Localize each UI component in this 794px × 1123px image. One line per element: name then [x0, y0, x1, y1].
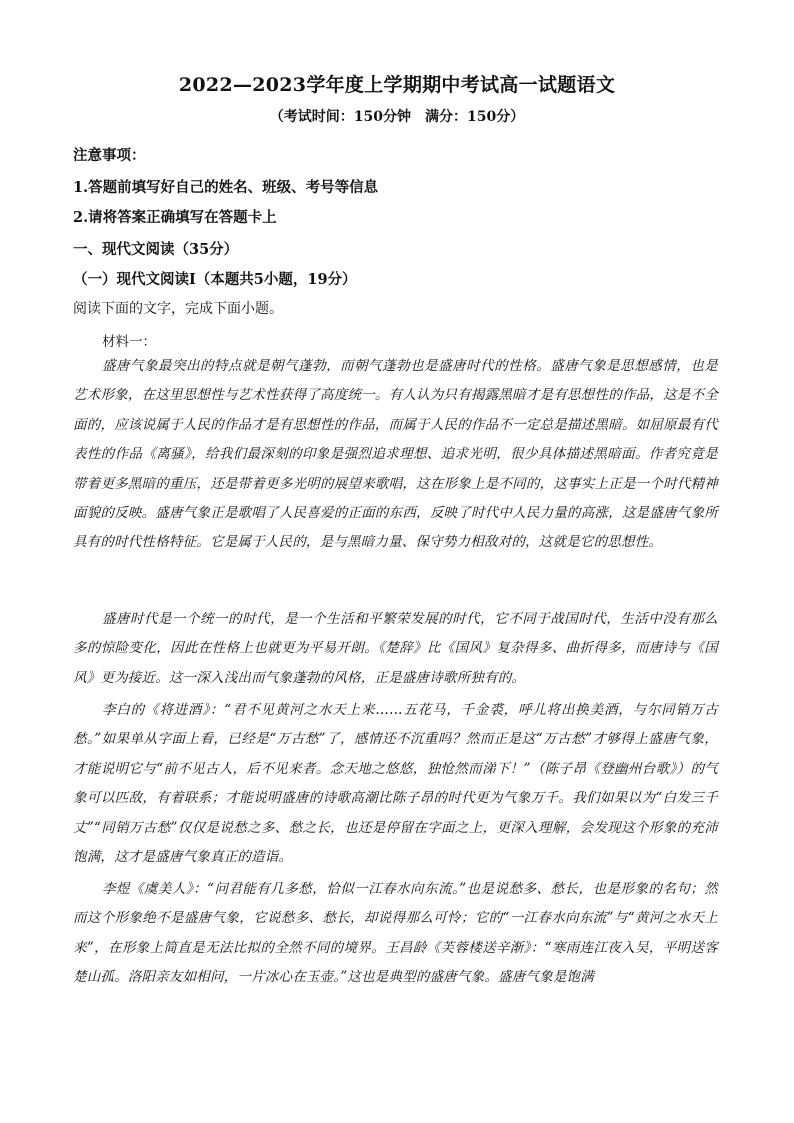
notice-heading: 注意事项：: [73, 147, 146, 164]
exam-subtitle: （考试时间：150分钟 满分：150分）: [269, 109, 525, 125]
section-subheading: （一）现代文阅读Ⅰ（本题共5小题，19分）: [73, 271, 357, 288]
material-paragraph: 李煜《虞美人》：“问君能有几多愁，恰似一江春水向东流。”也是说愁多、愁长，也是形象的名句；然而这个形象绝不是盛唐气象，它说愁多、愁长，却说得那么可怜；它的“一江春水向东流”与“黄河之水天上来”，在形象上简直是无法比拟的全然不同的境界。王昌龄《芙蓉楼送辛渐》：“寒雨连江夜入吴，平明送客楚山孤。洛阳亲友如相问，一片冰心在玉壶。”这也是典型的盛唐气象。盛唐气象是饱满: [73, 881, 718, 986]
material-label: 材料一：: [102, 334, 156, 350]
material-paragraph: 李白的《将进酒》：“君不见黄河之水天上来……五花马，千金裘，呼儿将出换美酒，与尔同销万古愁。”如果单从字面上看，已经是“万古愁”了，感情还不沉重吗？然而正是这“万古愁”才够得上盛唐气象，才能说明它与“前不见古人，后不见来者。念天地之悠悠，独怆然而涕下！”（陈子昂《登幽州台歌》）的气象可以匹敌，有着联系；才能说明盛唐的诗歌高潮比陈子昂的时代更为气象万千。我们如果以为“白发三千丈”“同销万古愁”仅仅是说愁之多、愁之长，也还是停留在字面之上，更深入理解，会发现这个形象的充沛饱满，这才是盛唐气象真正的造诣。: [73, 702, 718, 866]
notice-item: 2.请将答案正确填写在答题卡上: [73, 209, 277, 226]
section-instruction: 阅读下面的文字，完成下面小题。: [73, 301, 283, 317]
material-paragraph: 盛唐气象最突出的特点就是朝气蓬勃，而朝气蓬勃也是盛唐时代的性格。盛唐气象是思想感情，也是艺术形象，在这里思想性与艺术性获得了高度统一。有人认为只有揭露黑暗才是有思想性的作品，这是不全面的，应该说属于人民的作品才是有思想性的作品，而属于人民的作品不一定总是描述黑暗。如屈原最有代表性的作品《离骚》，给我们最深刻的印象是强烈追求理想、追求光明，很少具体描述黑暗面。作者究竟是带着更多黑暗的重压，还是带着更多光明的展望来歌唱，这在形象上是不同的，这事实上正是一个时代精神面貌的反映。盛唐气象正是歌唱了人民喜爱的正面的东西，反映了时代中人民力量的高涨，这是盛唐气象所具有的时代性格特征。它是属于人民的，是与黑暗力量、保守势力相敌对的，这就是它的思想性。: [73, 358, 718, 551]
notice-item: 1.答题前填写好自己的姓名、班级、考号等信息: [73, 179, 379, 196]
exam-title: 2022—2023学年度上学期期中考试高一试题语文: [178, 74, 616, 96]
material-paragraph: 盛唐时代是一个统一的时代，是一个生活和平繁荣发展的时代，它不同于战国时代，生活中没有那么多的惊险变化，因此在性格上也就更为平易开朗。《楚辞》比《国风》复杂得多、曲折得多，而唐诗与《国风》更为接近。这一深入浅出而气象蓬勃的风格，正是盛唐诗歌所独有的。: [73, 611, 718, 686]
section-heading: 一、现代文阅读（35分）: [73, 241, 239, 258]
